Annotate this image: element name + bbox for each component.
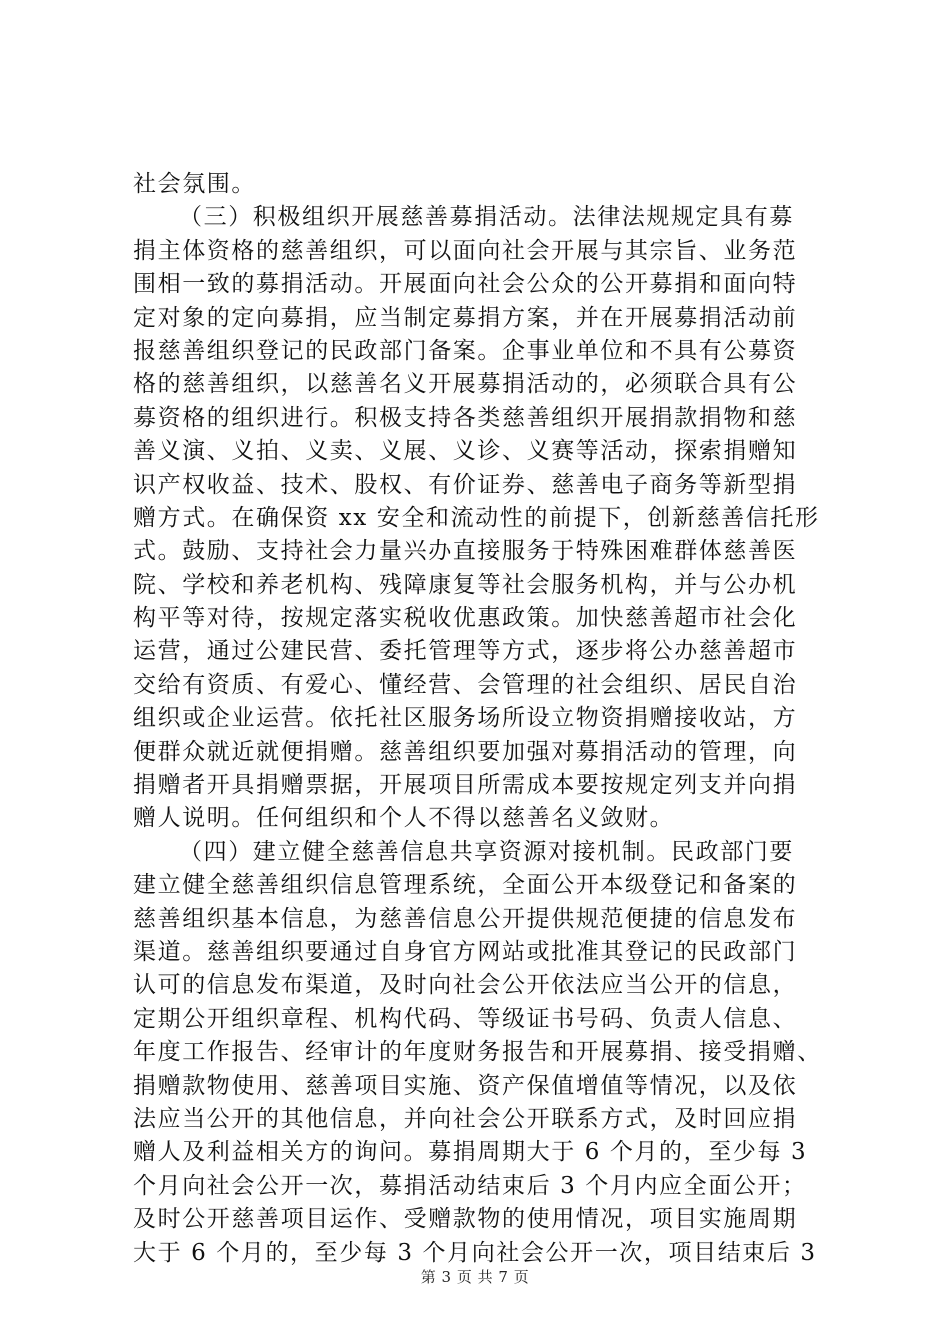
text-line: 认可的信息发布渠道，及时向社会公开依法应当公开的信息，: [133, 972, 798, 999]
text-line: 式。鼓励、支持社会力量兴办直接服务于特殊困难群体慈善医: [133, 538, 798, 565]
text-line: 报慈善组织登记的民政部门备案。企事业单位和不具有公募资: [133, 337, 798, 364]
text-line: 交给有资质、有爱心、懂经营、会管理的社会组织、居民自治: [133, 671, 798, 698]
text-line: 院、学校和养老机构、残障康复等社会服务机构，并与公办机: [133, 571, 798, 598]
text-line: 及时公开慈善项目运作、受赠款物的使用情况，项目实施周期: [133, 1206, 798, 1233]
text-line: 定期公开组织章程、机构代码、等级证书号码、负责人信息、: [133, 1005, 798, 1032]
text-line: 渠道。慈善组织要通过自身官方网站或批准其登记的民政部门: [133, 938, 798, 965]
text-line: 建立健全慈善组织信息管理系统，全面公开本级登记和备案的: [133, 872, 798, 899]
text-line: 捐赠款物使用、慈善项目实施、资产保值增值等情况，以及依: [133, 1072, 798, 1099]
text-line: 捐赠者开具捐赠票据，开展项目所需成本要按规定列支并向捐: [133, 772, 798, 799]
text-line: 定对象的定向募捐，应当制定募捐方案，并在开展募捐活动前: [133, 304, 798, 331]
paragraph-heading-3: （三）积极组织开展慈善募捐活动。法律法规规定具有募: [179, 204, 794, 231]
paragraph-heading-4: （四）建立健全慈善信息共享资源对接机制。民政部门要: [179, 838, 794, 865]
text-line: 募资格的组织进行。积极支持各类慈善组织开展捐款捐物和慈: [133, 404, 798, 431]
text-line: 赠方式。在确保资 xx 安全和流动性的前提下，创新慈善信托形: [133, 504, 820, 531]
body-text: [133, 168, 833, 1270]
text-line: 运营，通过公建民营、委托管理等方式，逐步将公办慈善超市: [133, 638, 798, 665]
text-line: 识产权收益、技术、股权、有价证券、慈善电子商务等新型捐: [133, 471, 798, 498]
text-line: 赠人说明。任何组织和个人不得以慈善名义敛财。: [133, 805, 675, 832]
text-line: 法应当公开的其他信息，并向社会公开联系方式，及时回应捐: [133, 1105, 798, 1132]
text-line: 个月向社会公开一次，募捐活动结束后 3 个月内应全面公开；: [133, 1172, 807, 1199]
text-line: 构平等对待，按规定落实税收优惠政策。加快慈善超市社会化: [133, 605, 798, 632]
page-number-footer: 第 3 页 共 7 页: [420, 1268, 530, 1286]
text-line: 捐主体资格的慈善组织，可以面向社会开展与其宗旨、业务范: [133, 237, 798, 264]
text-line: 围相一致的募捐活动。开展面向社会公众的公开募捐和面向特: [133, 271, 798, 298]
text-line: 便群众就近就便捐赠。慈善组织要加强对募捐活动的管理，向: [133, 738, 798, 765]
text-line: 赠人及利益相关方的询问。募捐周期大于 6 个月的，至少每 3: [133, 1139, 808, 1166]
text-line: 慈善组织基本信息，为慈善信息公开提供规范便捷的信息发布: [133, 905, 798, 932]
text-line: 善义演、义拍、义卖、义展、义诊、义赛等活动，探索捐赠知: [133, 438, 798, 465]
text-line: 大于 6 个月的，至少每 3 个月向社会公开一次，项目结束后 3: [133, 1239, 817, 1266]
text-line: 社会氛围。: [133, 171, 256, 197]
text-line: 组织或企业运营。依托社区服务场所设立物资捐赠接收站，方: [133, 705, 798, 732]
text-line: 年度工作报告、经审计的年度财务报告和开展募捐、接受捐赠、: [133, 1039, 822, 1066]
text-line: 格的慈善组织，以慈善名义开展募捐活动的，必须联合具有公: [133, 371, 798, 398]
